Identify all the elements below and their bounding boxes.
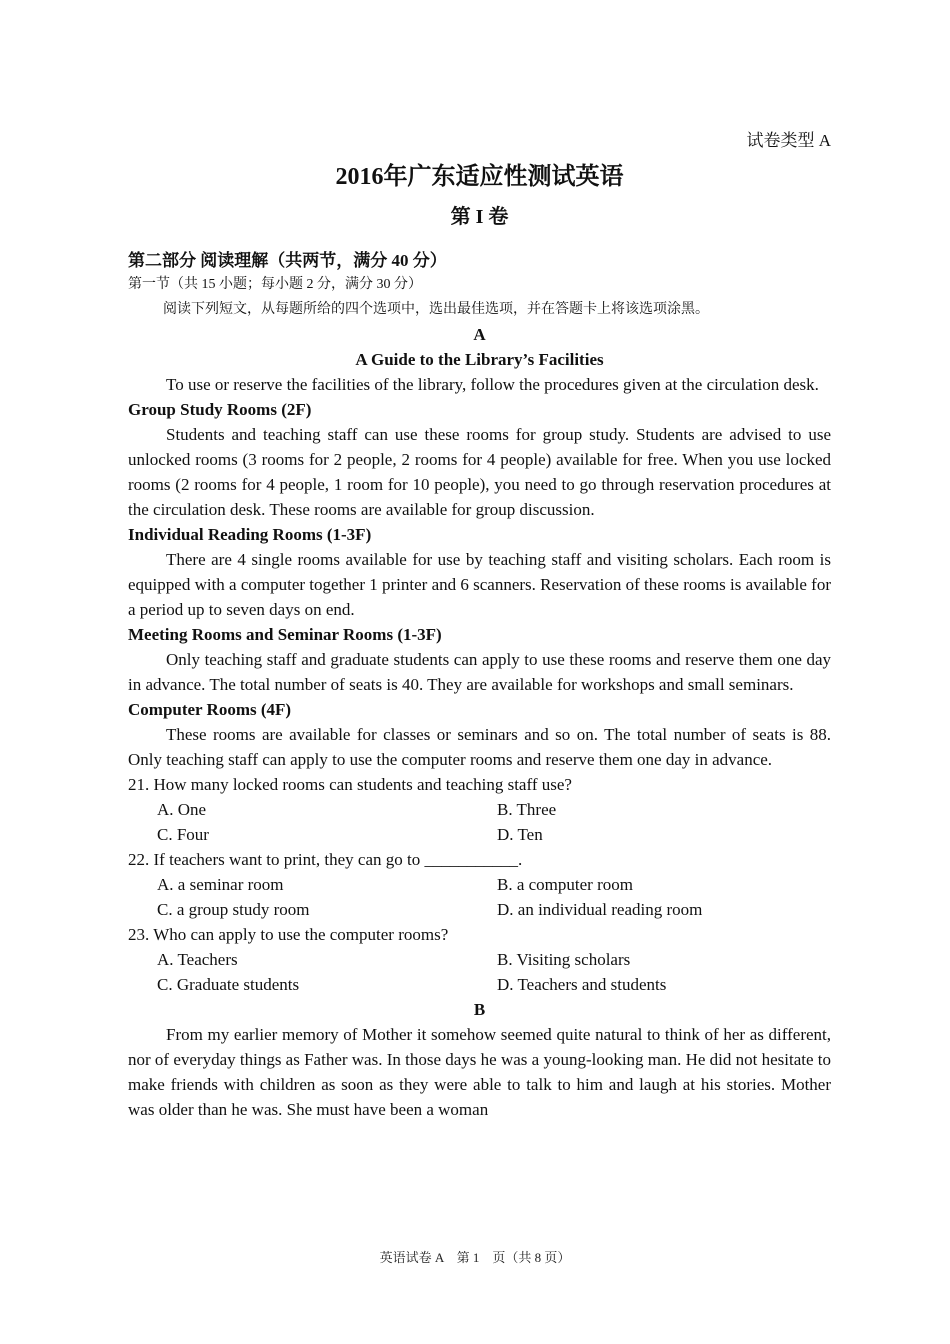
content-flow bbox=[128, 248, 831, 1122]
passage-a-label: A bbox=[473, 325, 486, 344]
question-23-option-c: C. Graduate students bbox=[157, 975, 300, 994]
question-23-option-a: A. Teachers bbox=[157, 950, 238, 969]
question-22-option-a: A. a seminar room bbox=[157, 875, 284, 894]
question-21-option-c: C. Four bbox=[157, 825, 209, 844]
question-22-options bbox=[128, 872, 831, 922]
question-22-option-b: B. a computer room bbox=[497, 875, 633, 894]
question-21-option-b: B. Three bbox=[497, 800, 557, 819]
section-text-meeting-rooms: Only teaching staff and graduate students can apply to use these rooms and reserve them one day in advance. The total number of seats is 40. They are available for workshops and small seminars. bbox=[128, 650, 831, 694]
section-heading: 第一节（共 15 小题；每小题 2 分，满分 30 分） bbox=[128, 277, 422, 292]
part-heading: 第二部分 阅读理解（共两节，满分 40 分） bbox=[128, 251, 447, 270]
question-21-options bbox=[128, 797, 831, 847]
directions: 阅读下列短文，从每题所给的四个选项中，选出最佳选项，并在答题卡上将该选项涂黑。 bbox=[163, 302, 709, 317]
passage-a-intro: To use or reserve the facilities of the library, follow the procedures given at the circulation desk. bbox=[166, 375, 819, 394]
section-text-individual-reading: There are 4 single rooms available for use by teaching staff and visiting scholars. Each room is equipped with a computer together 1 printer and 6 scanners. Reservation of these rooms is available for a period up to seven days on end. bbox=[128, 550, 831, 619]
question-23-stem: 23. Who can apply to use the computer rooms? bbox=[128, 925, 449, 944]
section-text-computer-rooms: These rooms are available for classes or seminars and so on. The total number of seats is 88. Only teaching staff can apply to use the computer rooms and reserve them one day in advance. bbox=[128, 725, 831, 769]
section-heading-meeting-rooms: Meeting Rooms and Seminar Rooms (1-3F) bbox=[128, 625, 442, 644]
question-23-option-b: B. Visiting scholars bbox=[497, 950, 631, 969]
question-21-option-d: D. Ten bbox=[497, 825, 543, 844]
question-21-stem: 21. How many locked rooms can students and teaching staff use? bbox=[128, 775, 572, 794]
question-22-option-c: C. a group study room bbox=[157, 900, 310, 919]
section-heading-group-study: Group Study Rooms (2F) bbox=[128, 400, 312, 419]
question-22-stem: 22. If teachers want to print, they can go to ___________. bbox=[128, 850, 523, 869]
question-23-option-d: D. Teachers and students bbox=[497, 975, 667, 994]
passage-b-text: From my earlier memory of Mother it somehow seemed quite natural to think of her as different, nor of everyday things as Father was. In those days he was a young-looking man. He did not hesitate to make friends with children as soon as they were able to talk to him and laugh at his stories. Mother was older than he was. She must have been a woman bbox=[128, 1025, 831, 1119]
section-heading-computer-rooms: Computer Rooms (4F) bbox=[128, 700, 292, 719]
question-21-option-a: A. One bbox=[157, 800, 207, 819]
volume-title: 第 I 卷 bbox=[450, 206, 509, 228]
paper-type-label: 试卷类型 A bbox=[746, 131, 831, 150]
passage-a-title: A Guide to the Library’s Facilities bbox=[355, 350, 604, 369]
exam-title: 2016年广东适应性测试英语 bbox=[335, 164, 624, 190]
page-footer: 英语试卷 A 第 1 页（共 8 页） bbox=[379, 1250, 571, 1265]
section-heading-individual-reading: Individual Reading Rooms (1-3F) bbox=[128, 525, 372, 544]
passage-b-label: B bbox=[473, 1000, 486, 1019]
section-text-group-study: Students and teaching staff can use these rooms for group study. Students are advised to use unlocked rooms (3 rooms for 2 people, 2 rooms for 4 people) available for free. When you use locked rooms (2 rooms for 4 people, 1 room for 10 people), you need to go through reservation procedures at the circulation desk. These rooms are available for group discussion. bbox=[128, 425, 831, 519]
question-22-option-d: D. an individual reading room bbox=[497, 900, 703, 919]
question-23-options bbox=[128, 947, 831, 997]
